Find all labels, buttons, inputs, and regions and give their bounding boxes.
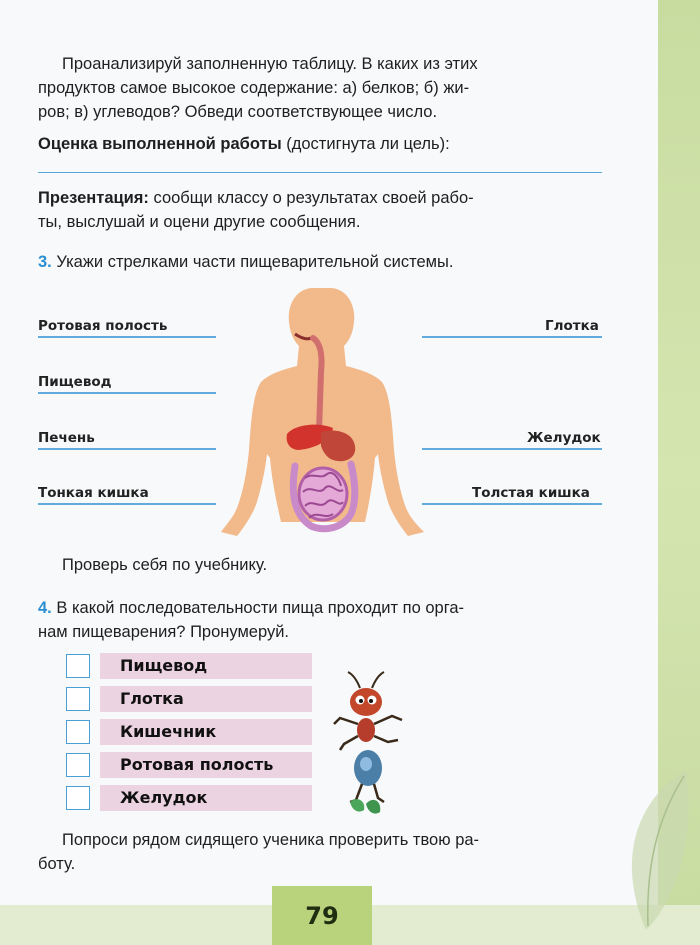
intro-line-2: продуктов самое высокое содержание: а) белков; б) жи- bbox=[38, 79, 470, 97]
intro-line-1: Проанализируй заполненную таблицу. В каких из этих bbox=[62, 55, 478, 73]
evaluation-heading: Оценка выполненной работы bbox=[38, 135, 282, 153]
label-liver-line[interactable] bbox=[38, 448, 216, 450]
task4-line-2: нам пищеварения? Пронумеруй. bbox=[38, 623, 290, 641]
task3-heading bbox=[38, 250, 453, 274]
page-number: 79 bbox=[272, 886, 372, 945]
evaluation-answer-line[interactable] bbox=[38, 172, 602, 173]
evaluation-text bbox=[38, 132, 450, 156]
order-box-2[interactable] bbox=[66, 687, 90, 711]
task4-line-1 bbox=[38, 596, 464, 620]
label-mouth-line[interactable] bbox=[38, 336, 216, 338]
order-item-5: Желудок bbox=[120, 788, 208, 807]
footer-line-1: Попроси рядом сидящего ученика проверить твою ра- bbox=[62, 831, 480, 849]
label-mouth: Ротовая полость bbox=[38, 318, 168, 334]
label-large-intestine-line[interactable] bbox=[422, 503, 602, 505]
label-small-intestine: Тонкая кишка bbox=[38, 485, 149, 501]
label-liver: Печень bbox=[38, 430, 95, 446]
task4-text-1: В какой последовательности пища проходит по орга- bbox=[56, 599, 465, 617]
label-pharynx: Глотка bbox=[545, 318, 599, 334]
order-item-3: Кишечник bbox=[120, 722, 217, 741]
label-small-intestine-line[interactable] bbox=[38, 503, 216, 505]
label-esophagus: Пищевод bbox=[38, 374, 112, 390]
footer-line-2: боту. bbox=[38, 855, 76, 873]
task3-number: 3. bbox=[38, 253, 52, 271]
task4-number: 4. bbox=[38, 599, 52, 617]
order-box-1[interactable] bbox=[66, 654, 90, 678]
leaf-decoration bbox=[606, 760, 696, 940]
label-pharynx-line[interactable] bbox=[422, 336, 602, 338]
label-stomach-line[interactable] bbox=[422, 448, 602, 450]
task3-check-text: Проверь себя по учебнику. bbox=[62, 556, 268, 574]
task3-text: Укажи стрелками части пищеварительной системы. bbox=[56, 253, 454, 271]
order-box-5[interactable] bbox=[66, 786, 90, 810]
presentation-heading: Презентация: bbox=[38, 189, 149, 207]
intro-line-3: ров; в) углеводов? Обведи соответствующее число. bbox=[38, 103, 438, 121]
order-item-2: Глотка bbox=[120, 689, 184, 708]
evaluation-rest: (достигнута ли цель): bbox=[281, 135, 450, 153]
ant-mascot-illustration bbox=[330, 668, 410, 818]
order-item-1: Пищевод bbox=[120, 656, 208, 675]
order-item-4: Ротовая полость bbox=[120, 755, 274, 774]
presentation-line-1 bbox=[38, 186, 474, 210]
order-box-4[interactable] bbox=[66, 753, 90, 777]
order-box-3[interactable] bbox=[66, 720, 90, 744]
label-esophagus-line[interactable] bbox=[38, 392, 216, 394]
presentation-line-2: ты, выслушай и оцени другие сообщения. bbox=[38, 213, 361, 231]
presentation-rest: сообщи классу о результатах своей рабо- bbox=[148, 189, 474, 207]
digestive-system-illustration bbox=[215, 282, 425, 540]
label-large-intestine: Толстая кишка bbox=[472, 485, 590, 501]
label-stomach: Желудок bbox=[527, 430, 601, 446]
